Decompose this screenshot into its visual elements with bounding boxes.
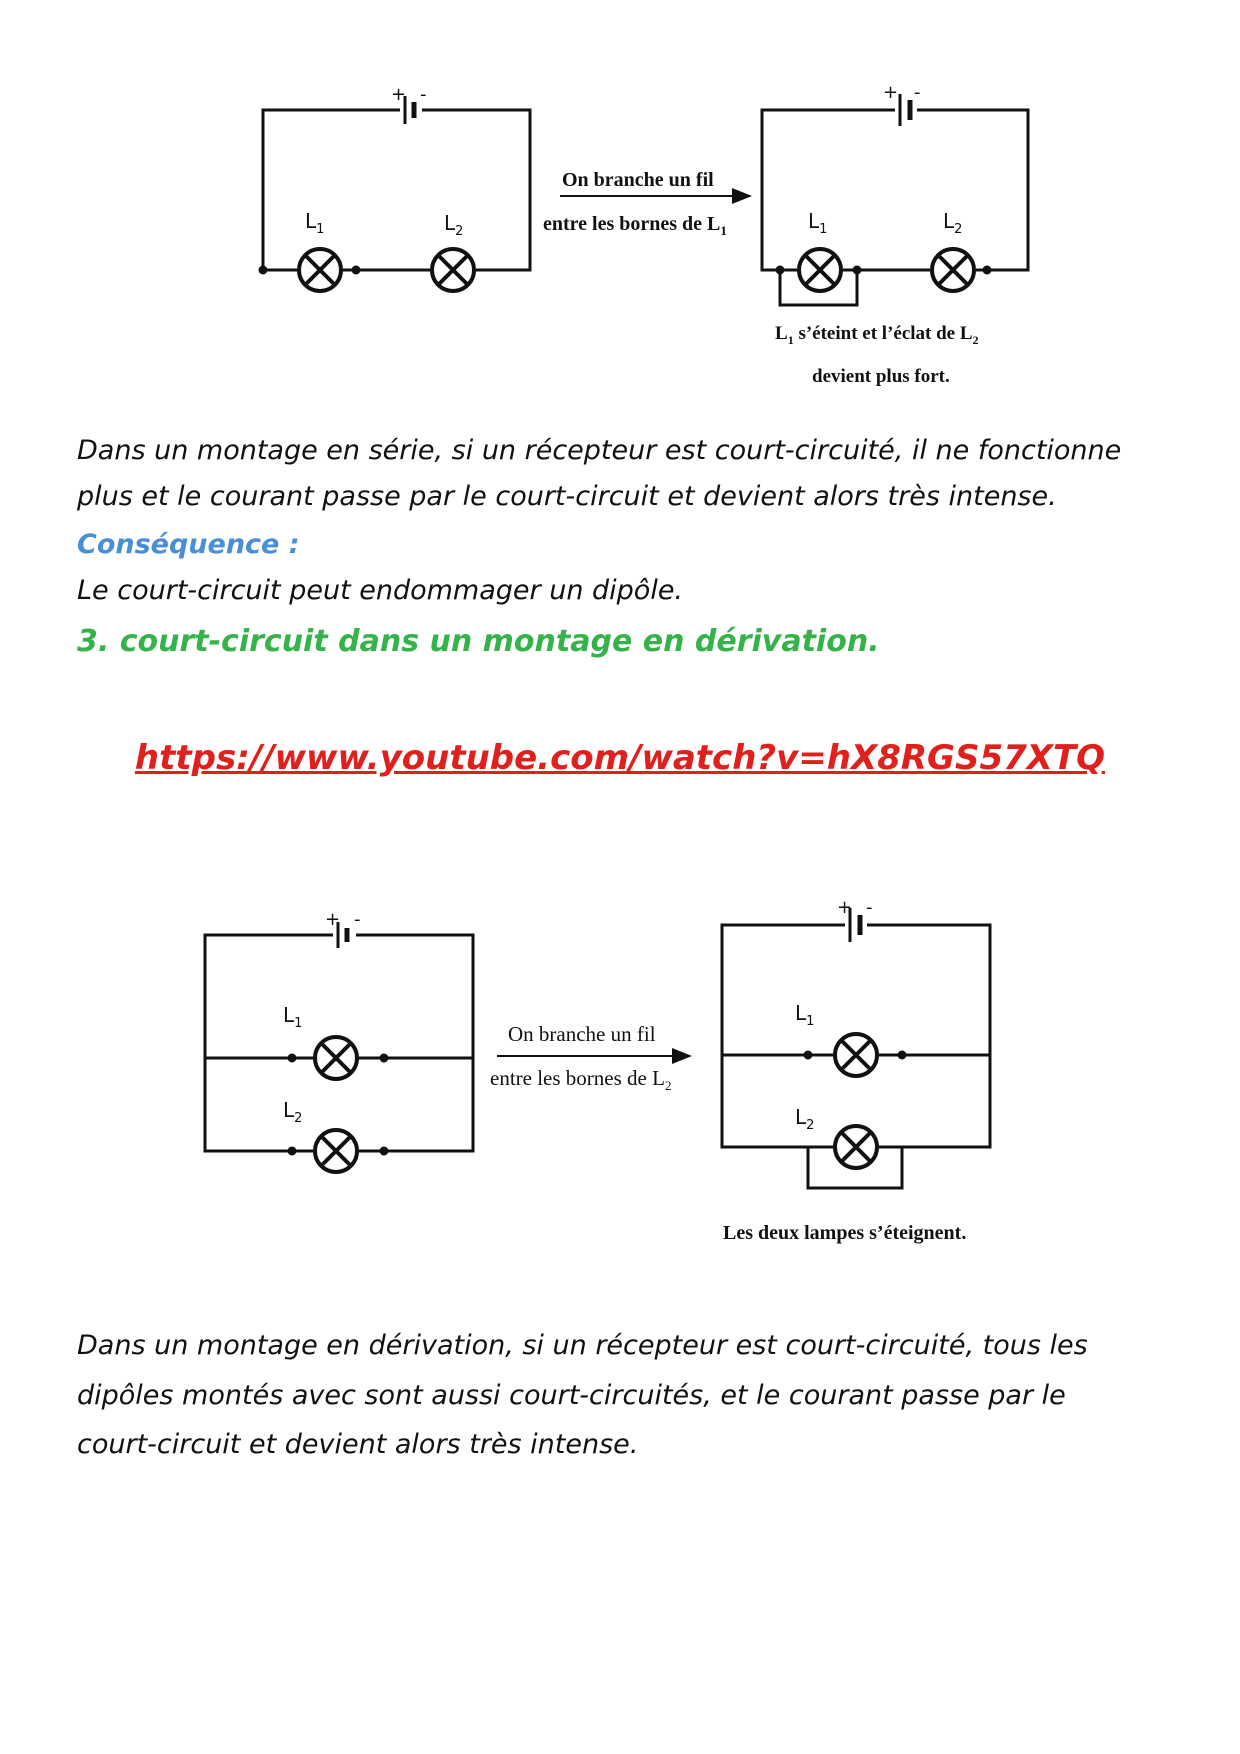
- svg-text:+: +: [837, 897, 853, 918]
- arrow2-text-line2: entre les bornes de $L_2$: [490, 1066, 672, 1093]
- label-l1: $L_1$: [305, 209, 325, 237]
- svg-text:-: -: [866, 897, 873, 918]
- consequence-label: Conséquence :: [77, 529, 300, 560]
- lamp-l2-series: [432, 249, 474, 291]
- caption1-line1: $L_1$ s’éteint et l’éclat de $L_2$: [775, 323, 979, 347]
- label-l1-right: $L_1$: [808, 209, 828, 237]
- lamp-l1-off: [835, 1034, 877, 1076]
- caption2: Les deux lampes s’éteignent.: [723, 1222, 967, 1244]
- paragraph2-line3: court-circuit et devient alors très intense.: [77, 1429, 639, 1460]
- caption1-line2: devient plus fort.: [812, 366, 950, 387]
- battery-plus: +: [391, 84, 407, 105]
- label-l1-parallel-right: $L_1$: [795, 1001, 815, 1029]
- paragraph1-line2: plus et le courant passe par le court-circuit et devient alors très intense.: [77, 481, 1057, 512]
- battery-minus: -: [420, 84, 427, 105]
- paragraph1-line1: Dans un montage en série, si un récepteur est court-circuité, il ne fonctionne: [77, 435, 1122, 466]
- lamp-l2-parallel: [315, 1130, 357, 1172]
- label-l2-right: $L_2$: [943, 209, 963, 237]
- lamp-l1-series: [299, 249, 341, 291]
- label-l2-parallel-right: $L_2$: [795, 1105, 815, 1133]
- arrow2-text-line1: On branche un fil: [508, 1022, 656, 1046]
- svg-text:+: +: [325, 909, 341, 930]
- lamp-l2-shorted: [835, 1126, 877, 1168]
- label-l2-parallel: $L_2$: [283, 1098, 303, 1126]
- arrow1-text-line2: entre les bornes de $L_1$: [543, 213, 727, 238]
- paragraph2-line1: Dans un montage en dérivation, si un récepteur est court-circuité, tous les: [77, 1330, 1088, 1361]
- lamp-l1-shorted: [799, 249, 841, 291]
- arrow1-text-line1: On branche un fil: [562, 169, 714, 191]
- consequence-text: Le court-circuit peut endommager un dipôle.: [77, 575, 684, 606]
- paragraph2-line2: dipôles montés avec sont aussi court-circuités, et le courant passe par le: [77, 1380, 1066, 1411]
- label-l1-parallel: $L_1$: [283, 1003, 303, 1031]
- svg-text:-: -: [914, 82, 921, 103]
- svg-text:+: +: [883, 82, 899, 103]
- lamp-l1-parallel: [315, 1037, 357, 1079]
- youtube-link[interactable]: https://www.youtube.com/watch?v=hX8RGS57XTQ: [134, 738, 1106, 778]
- section3-title: 3. court-circuit dans un montage en dérivation.: [77, 624, 880, 659]
- lamp-l2-bright: [932, 249, 974, 291]
- svg-text:-: -: [354, 909, 361, 930]
- series-circuit-before: [260, 96, 530, 273]
- label-l2: $L_2$: [444, 211, 464, 239]
